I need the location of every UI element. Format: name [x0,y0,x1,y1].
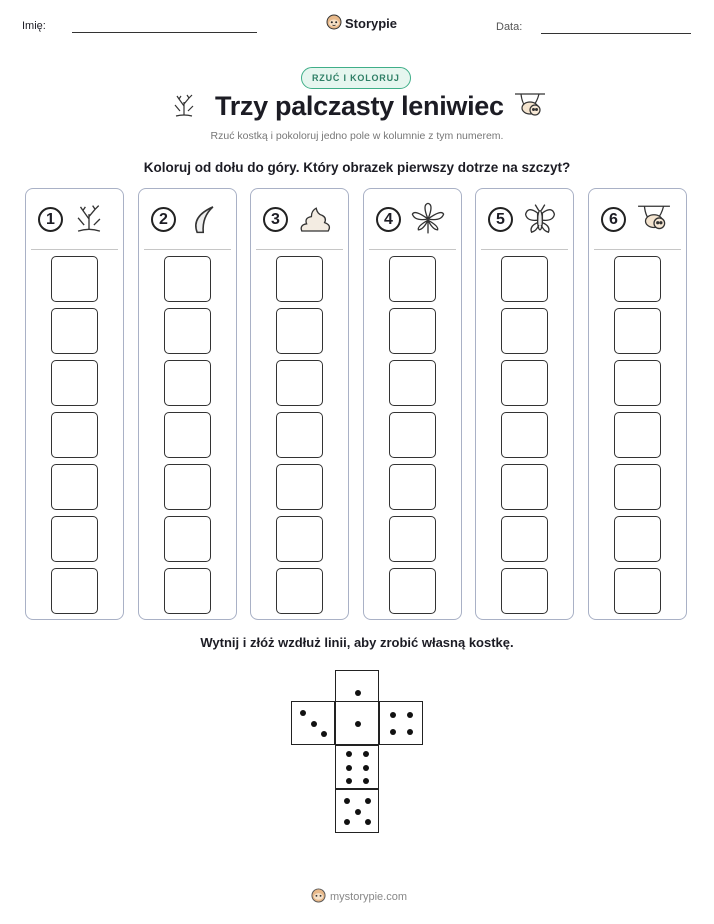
dice-column-5 [475,188,574,620]
dice-pip [300,710,306,716]
color-cell[interactable] [164,256,211,302]
color-cell[interactable] [389,464,436,510]
color-cell[interactable] [164,360,211,406]
color-cell[interactable] [501,308,548,354]
color-cell[interactable] [164,516,211,562]
sloth-face-icon [311,888,326,906]
dice-face-4 [379,701,423,745]
name-label: Imię: [22,20,46,32]
dice-pip [355,690,361,696]
color-cell[interactable] [276,464,323,510]
dice-pip [311,721,317,727]
color-cell[interactable] [276,256,323,302]
dice-face-5 [335,789,379,833]
column-number: 6 [601,207,626,232]
dice-pip [355,721,361,727]
coral-icon [72,202,106,241]
dice-face-6 [335,745,379,789]
column-number: 5 [488,207,513,232]
color-cell[interactable] [501,464,548,510]
dice-face-1 [335,701,379,745]
page-subtitle: Rzuć kostką i pokoloruj jedno pole w kolumnie z tym numerem. [210,130,504,142]
color-cell[interactable] [164,568,211,614]
color-cell[interactable] [51,464,98,510]
footer [311,888,407,906]
dice-column-1 [25,188,124,620]
sloth-icon [513,90,547,127]
color-cell[interactable] [501,568,548,614]
dice-pip [363,751,369,757]
column-divider [144,249,231,250]
color-cell[interactable] [614,308,661,354]
color-cell[interactable] [614,256,661,302]
dice-column-3 [250,188,349,620]
color-cell[interactable] [276,360,323,406]
color-cell[interactable] [276,516,323,562]
color-cell[interactable] [276,412,323,458]
color-cell[interactable] [501,516,548,562]
date-line[interactable] [541,33,691,34]
dice-pip [363,778,369,784]
column-divider [369,249,456,250]
column-divider [481,249,568,250]
color-cell[interactable] [164,412,211,458]
color-cell[interactable] [614,360,661,406]
color-cell[interactable] [501,412,548,458]
color-cell[interactable] [389,516,436,562]
column-number: 3 [263,207,288,232]
color-cell[interactable] [614,464,661,510]
color-cell[interactable] [164,464,211,510]
column-number: 1 [38,207,63,232]
color-cell[interactable] [51,516,98,562]
color-cell[interactable] [51,412,98,458]
poop-icon [297,202,333,241]
dice-pip [344,798,350,804]
color-cell[interactable] [501,360,548,406]
brand-name: Storypie [345,16,398,31]
activity-badge: RZUĆ I KOLORUJ [301,67,411,89]
dice-pip [346,765,352,771]
dice-column-4 [363,188,462,620]
color-cell[interactable] [51,256,98,302]
color-cell[interactable] [389,360,436,406]
page-title: Trzy palczasty leniwiec [215,91,504,121]
dice-pip [346,778,352,784]
dice-pip [344,819,350,825]
sloth-face-icon [326,14,342,33]
column-divider [256,249,343,250]
color-cell[interactable] [51,308,98,354]
moth-icon [522,202,558,241]
color-cell[interactable] [276,308,323,354]
color-cell[interactable] [164,308,211,354]
color-cell[interactable] [276,568,323,614]
dice-pip [355,809,361,815]
dice-face-3 [291,701,335,745]
color-cell[interactable] [389,256,436,302]
color-cell[interactable] [389,568,436,614]
column-number: 4 [376,207,401,232]
coloring-instruction: Koloruj od dołu do góry. Który obrazek pierwszy dotrze na szczyt? [143,160,571,175]
color-cell[interactable] [389,308,436,354]
sloth-icon [635,202,673,241]
column-divider [31,249,118,250]
dice-pip [390,712,396,718]
color-cell[interactable] [51,360,98,406]
dice-column-6 [588,188,687,620]
color-cell[interactable] [389,412,436,458]
dice-pip [390,729,396,735]
column-number: 2 [151,207,176,232]
dice-pip [365,798,371,804]
claw-icon [185,202,219,241]
coral-icon [170,92,198,125]
dice-column-2 [138,188,237,620]
dice-pip [365,819,371,825]
dice-pip [346,751,352,757]
color-cell[interactable] [51,568,98,614]
dice-instruction: Wytnij i złóż wzdłuż linii, aby zrobić własną kostkę. [200,635,514,650]
column-divider [594,249,681,250]
dice-pip [407,712,413,718]
color-cell[interactable] [614,412,661,458]
date-label: Data: [496,21,523,33]
name-line[interactable] [72,32,257,33]
leaf-icon [410,202,446,241]
footer-url: mystorypie.com [330,891,408,903]
color-cell[interactable] [614,568,661,614]
color-cell[interactable] [614,516,661,562]
dice-pip [363,765,369,771]
dice-pip [407,729,413,735]
brand-logo [326,14,397,33]
color-cell[interactable] [501,256,548,302]
dice-pip [321,731,327,737]
